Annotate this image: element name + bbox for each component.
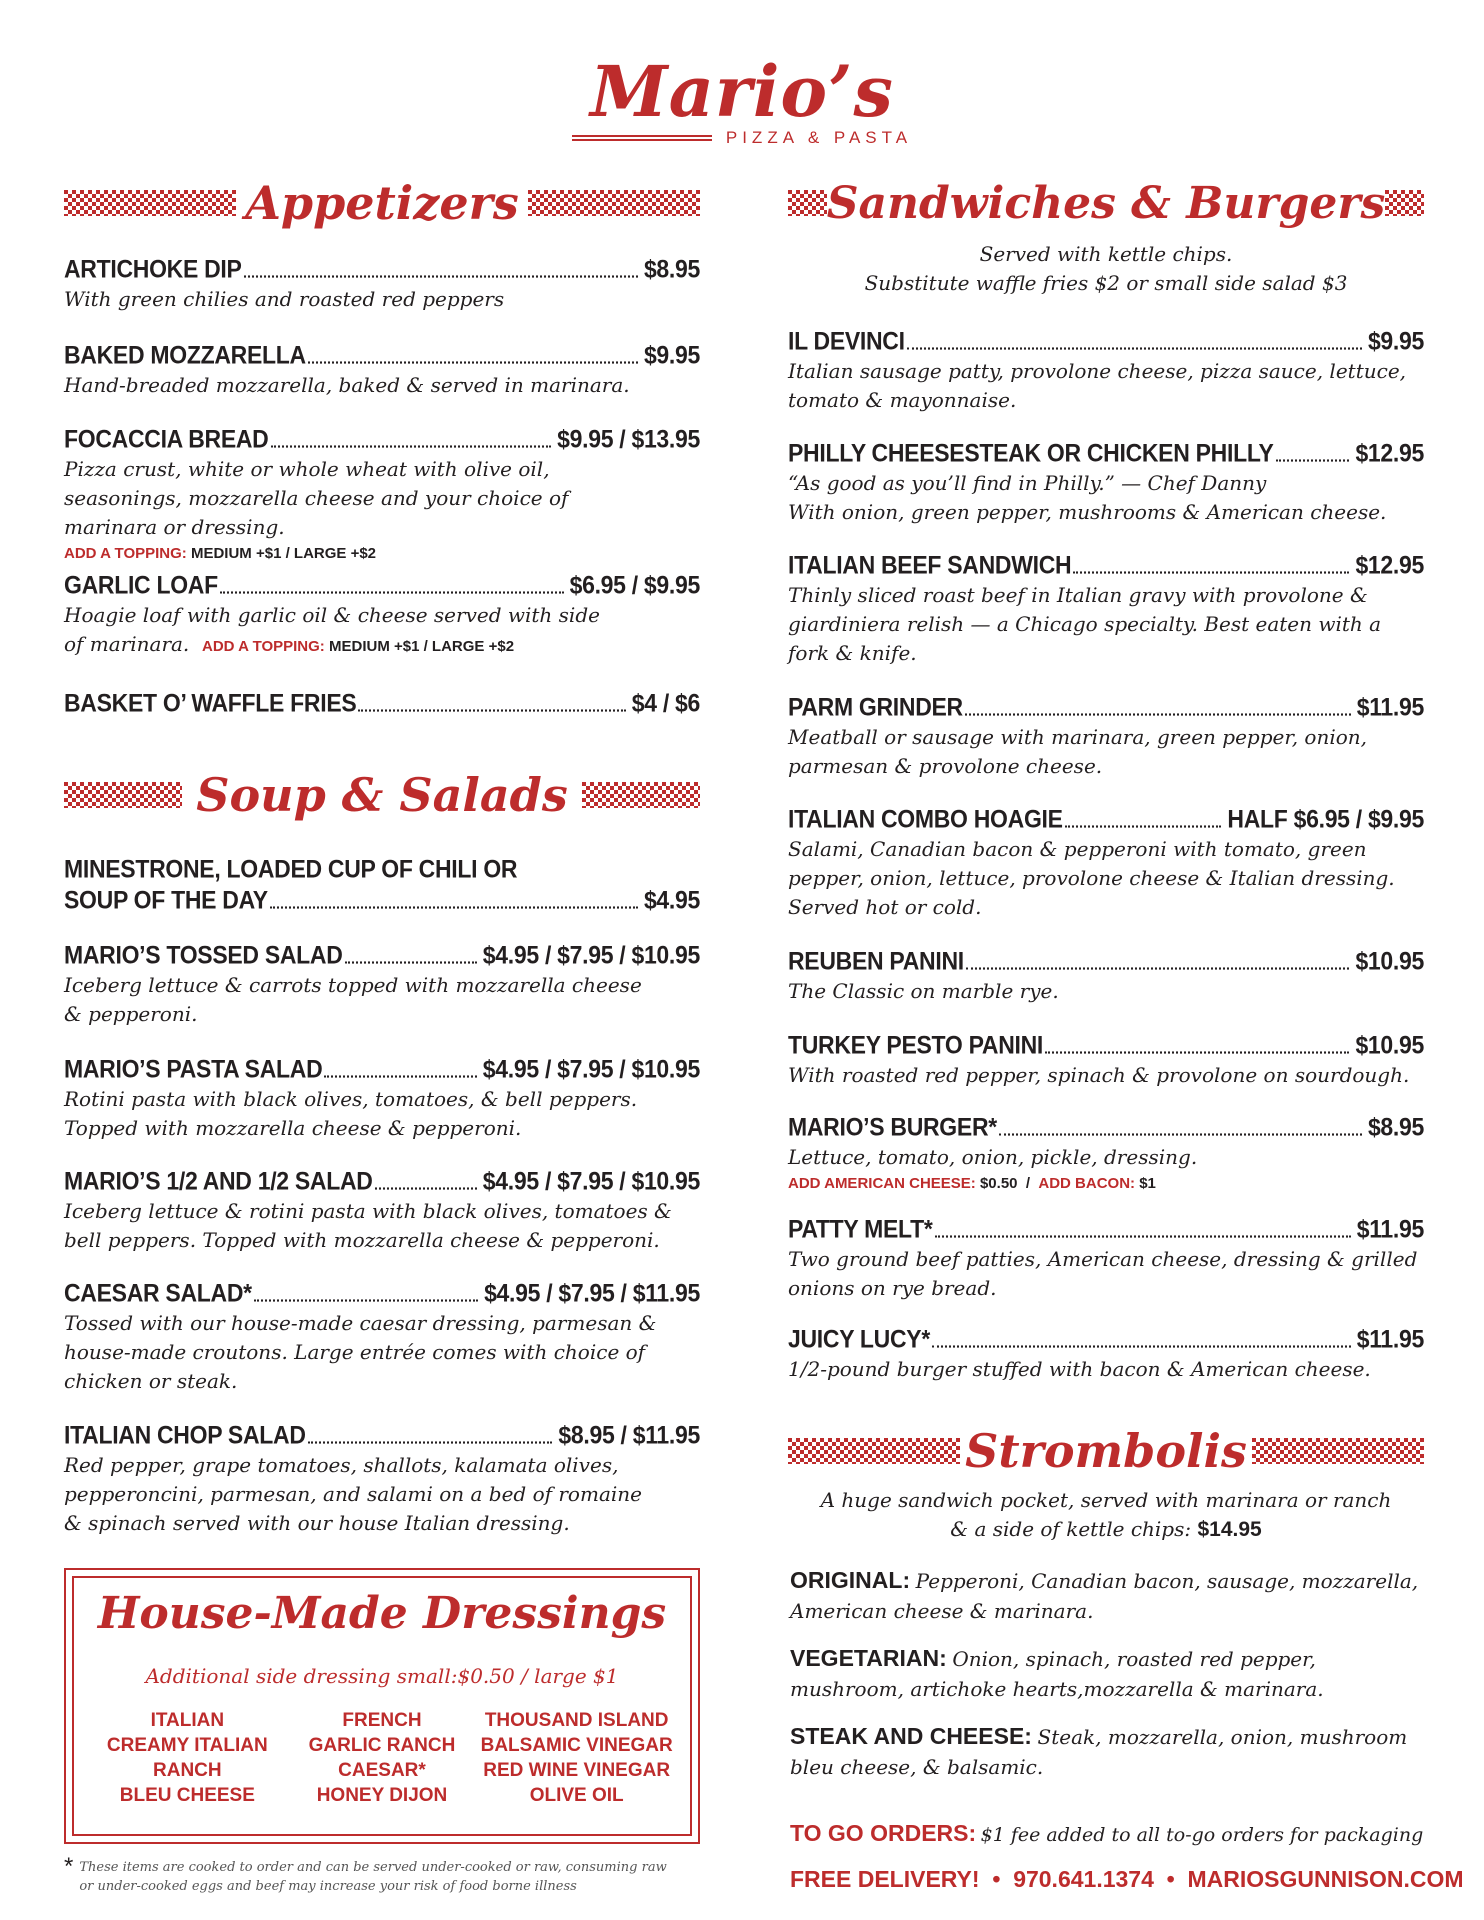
note-value: $0.50	[979, 1175, 1018, 1192]
item-description: With onion, green pepper, mushrooms & American cheese.	[788, 500, 1387, 524]
menu-item	[788, 328, 1424, 415]
togo-label: TO GO ORDERS:	[790, 1820, 977, 1846]
item-name: REUBEN PANINI	[788, 946, 964, 975]
item-price: $8.95 / $11.95	[558, 1420, 700, 1449]
item-description: Iceberg lettuce & rotini pasta with black olives, tomatoes & bell peppers. Topped with mozzarella cheese & pepperoni.	[64, 1199, 672, 1252]
item-name: CAESAR SALAD*	[64, 1278, 252, 1307]
strombolis-subtitle	[788, 1486, 1424, 1544]
appetizers-header	[64, 168, 700, 238]
item-description: Iceberg lettuce & carrots topped with mozzarella cheese & pepperoni.	[64, 973, 642, 1026]
item-price: $12.95	[1355, 550, 1424, 579]
menu-item	[64, 856, 700, 914]
dressings-box	[64, 1568, 700, 1844]
dressing-item: RED WINE VINEGAR	[483, 1760, 671, 1781]
item-name: SOUP OF THE DAY	[64, 885, 268, 914]
item-price: $4.95 / $7.95 / $10.95	[482, 940, 700, 969]
menu-item	[64, 426, 700, 562]
item-description: Hoagie loaf with garlic oil & cheese served with side	[64, 603, 600, 627]
checker-divider	[1252, 1438, 1424, 1464]
menu-item	[788, 1032, 1424, 1090]
checker-divider	[788, 190, 827, 216]
checker-divider	[64, 190, 236, 216]
item-name: ITALIAN COMBO HOAGIE	[788, 804, 1063, 833]
item-name: VEGETARIAN:	[790, 1645, 947, 1671]
menu-item	[788, 948, 1424, 1006]
item-name: MARIO’S TOSSED SALAD	[64, 940, 343, 969]
item-price: $4.95 / $7.95 / $10.95	[482, 1054, 700, 1083]
item-price: $6.95 / $9.95	[569, 570, 700, 599]
checker-divider	[1385, 190, 1424, 216]
item-description: Italian sausage patty, provolone cheese, pizza sauce, lettuce, tomato & mayonnaise.	[788, 359, 1407, 412]
item-name: STEAK AND CHEESE:	[790, 1723, 1032, 1749]
item-name: BAKED MOZZARELLA	[64, 340, 306, 369]
phone-number[interactable]: 970.641.1374	[1013, 1866, 1154, 1892]
item-description: Onion, spinach, roasted red pepper, mushroom, artichoke hearts,mozzarella & marinara.	[790, 1647, 1324, 1701]
item-name: MINESTRONE, LOADED CUP OF CHILI OR	[64, 854, 518, 883]
dressing-item: BLEU CHEESE	[119, 1785, 255, 1806]
item-description: With roasted red pepper, spinach & provolone on sourdough.	[788, 1063, 1410, 1087]
subtitle-line: Substitute waffle fries $2 or small side salad $3	[864, 271, 1348, 295]
dressing-item: FRENCH	[342, 1710, 422, 1731]
item-price: $10.95	[1355, 946, 1424, 975]
item-name: MARIO’S BURGER*	[788, 1112, 997, 1141]
menu-item	[64, 942, 700, 1029]
appetizers-title: Appetizers	[245, 176, 519, 230]
sandwiches-title: Sandwiches & Burgers	[826, 177, 1386, 229]
dressing-item: HONEY DIJON	[316, 1785, 448, 1806]
item-description: 1/2-pound burger stuffed with bacon & American cheese.	[788, 1357, 1371, 1381]
dressing-item: RANCH	[153, 1760, 222, 1781]
menu-item	[788, 694, 1424, 781]
item-price: HALF $6.95 / $9.95	[1227, 804, 1424, 833]
item-description: Tossed with our house-made caesar dressing, parmesan & house-made croutons. Large entrée comes with choice of chicken or steak.	[64, 1311, 657, 1393]
togo-text: $1 fee added to all to-go orders for packaging	[980, 1824, 1424, 1846]
item-description: With green chilies and roasted red peppers	[64, 287, 505, 311]
menu-item	[788, 1114, 1424, 1192]
menu-item	[64, 690, 700, 717]
item-name: PHILLY CHEESESTEAK OR CHICKEN PHILLY	[788, 438, 1274, 467]
item-name: BASKET O’ WAFFLE FRIES	[64, 688, 357, 717]
strombolis-title: Strombolis	[965, 1424, 1247, 1478]
item-name: MARIO’S 1/2 AND 1/2 SALAD	[64, 1166, 373, 1195]
footnote-text: These items are cooked to order and can be served under-cooked or raw, consuming raw or under-cooked eggs and beef may increase your risk of food borne illness	[79, 1860, 667, 1894]
dressings-title: House-Made Dressings	[97, 1588, 667, 1639]
menu-item	[788, 1326, 1424, 1384]
note-label: ADD AMERICAN CHEESE:	[788, 1175, 976, 1192]
item-price: $9.95 / $13.95	[557, 424, 700, 453]
item-price: $4.95	[643, 885, 700, 914]
item-description: Steak, mozzarella, onion, mushroom bleu cheese, & balsamic.	[790, 1725, 1408, 1779]
dressing-item: GARLIC RANCH	[308, 1735, 456, 1756]
togo-line	[790, 1820, 1423, 1847]
brand-tagline: PIZZA & PASTA	[725, 128, 913, 147]
dressing-item: OLIVE OIL	[529, 1785, 624, 1806]
item-name: ORIGINAL:	[790, 1567, 911, 1593]
soups-header	[64, 760, 700, 830]
note-value: MEDIUM +$1 / LARGE +$2	[190, 545, 377, 562]
item-name: JUICY LUCY*	[788, 1324, 930, 1353]
menu-item	[788, 440, 1424, 527]
bullet: •	[1166, 1866, 1175, 1892]
subtitle-line: & a side of kettle chips:	[950, 1517, 1192, 1541]
checker-divider	[582, 782, 700, 808]
subtitle-line: Served with kettle chips.	[979, 242, 1233, 266]
footnote	[64, 1853, 684, 1896]
item-name: GARLIC LOAF	[64, 570, 218, 599]
item-description: Salami, Canadian bacon & pepperoni with tomato, green pepper, onion, lettuce, provolone cheese & Italian dressing. Served hot or cold.	[788, 837, 1395, 919]
item-name: FOCACCIA BREAD	[64, 424, 269, 453]
item-price: $4.95 / $7.95 / $10.95	[482, 1166, 700, 1195]
item-description: The Classic on marble rye.	[788, 979, 1059, 1003]
menu-item	[788, 1216, 1424, 1303]
item-name: ITALIAN CHOP SALAD	[64, 1420, 306, 1449]
item-description: Rotini pasta with black olives, tomatoes, & bell peppers. Topped with mozzarella cheese & pepperoni.	[64, 1087, 638, 1140]
menu-item	[64, 1422, 700, 1538]
checker-divider	[528, 190, 700, 216]
free-delivery: FREE DELIVERY!	[790, 1866, 980, 1892]
checker-divider	[788, 1438, 960, 1464]
dressing-item: BALSAMIC VINEGAR	[480, 1735, 673, 1756]
item-quote: “As good as you’ll find in Philly.” — Chef Danny	[788, 471, 1267, 495]
bullet: •	[992, 1866, 1001, 1892]
logo-rule	[572, 135, 712, 141]
item-name: MARIO’S PASTA SALAD	[64, 1054, 323, 1083]
item-description: Meatball or sausage with marinara, green pepper, onion, parmesan & provolone cheese.	[788, 725, 1368, 778]
item-price: $4 / $6	[631, 688, 700, 717]
item-price: $11.95	[1356, 1324, 1424, 1353]
item-price: $4.95 / $7.95 / $11.95	[484, 1278, 700, 1307]
item-price: $11.95	[1356, 692, 1424, 721]
item-description: Lettuce, tomato, onion, pickle, dressing.	[788, 1145, 1198, 1169]
menu-item	[64, 1168, 700, 1255]
item-price: $9.95	[1367, 326, 1424, 355]
brand-name: Mario’s	[590, 50, 894, 133]
menu-item	[64, 1280, 700, 1396]
item-price: $12.95	[1355, 438, 1424, 467]
dressings-subtitle: Additional side dressing small:$0.50 / large $1	[145, 1664, 619, 1688]
item-price: $9.95	[643, 340, 700, 369]
dressing-item: THOUSAND ISLAND	[484, 1710, 669, 1731]
sandwiches-subtitle	[788, 240, 1424, 298]
item-description: Pizza crust, white or whole wheat with olive oil, seasonings, mozzarella cheese and your choice of marinara or dressing.	[64, 457, 569, 539]
soups-title: Soup & Salads	[196, 768, 568, 822]
checker-divider	[64, 782, 182, 808]
note-label: ADD A TOPPING:	[64, 545, 187, 562]
dressing-item: ITALIAN	[150, 1710, 225, 1731]
logo	[0, 52, 1484, 148]
menu-item	[788, 552, 1424, 668]
stromboli-item	[790, 1644, 1426, 1705]
item-description: Hand-breaded mozzarella, baked & served in marinara.	[64, 373, 630, 397]
item-price: $8.95	[643, 254, 700, 283]
item-name: IL DEVINCI	[788, 326, 905, 355]
menu-item	[788, 806, 1424, 922]
item-name: PATTY MELT*	[788, 1214, 933, 1243]
note-separator: /	[1025, 1175, 1031, 1192]
item-description: Two ground beef patties, American cheese, dressing & grilled onions on rye bread.	[788, 1247, 1418, 1300]
menu-item	[64, 1056, 700, 1143]
item-name: ARTICHOKE DIP	[64, 254, 242, 283]
item-description: of marinara.	[64, 632, 190, 656]
dressing-item: CAESAR*	[338, 1760, 426, 1781]
item-name: ITALIAN BEEF SANDWICH	[788, 550, 1072, 579]
item-description: Red pepper, grape tomatoes, shallots, kalamata olives, pepperoncini, parmesan, and salami on a bed of romaine & spinach served with our house Italian dressing.	[64, 1453, 642, 1535]
menu-item	[64, 256, 700, 314]
item-name: TURKEY PESTO PANINI	[788, 1030, 1044, 1059]
strombolis-header	[788, 1416, 1424, 1486]
note-label: ADD BACON:	[1038, 1175, 1136, 1192]
footnote-mark: *	[64, 1853, 74, 1880]
subtitle-line: A huge sandwich pocket, served with marinara or ranch	[820, 1488, 1392, 1512]
item-name: PARM GRINDER	[788, 692, 963, 721]
note-value: $1	[1139, 1175, 1156, 1192]
item-price: $11.95	[1356, 1214, 1424, 1243]
stromboli-item	[790, 1722, 1426, 1783]
sandwiches-header	[788, 168, 1424, 238]
item-price: $10.95	[1355, 1030, 1424, 1059]
contact-line	[790, 1866, 1464, 1893]
item-description: Pepperoni, Canadian bacon, sausage, mozzarella, American cheese & marinara.	[790, 1569, 1419, 1623]
website-link[interactable]: MARIOSGUNNISON.COM	[1187, 1866, 1464, 1892]
stromboli-price: $14.95	[1197, 1518, 1262, 1541]
menu-item	[64, 572, 700, 661]
item-price: $8.95	[1367, 1112, 1424, 1141]
note-value: MEDIUM +$1 / LARGE +$2	[328, 638, 515, 655]
dressings-list	[90, 1710, 674, 1807]
item-description: Thinly sliced roast beef in Italian gravy with provolone & giardiniera relish — a Chicago specialty. Best eaten with a fork & knife.	[788, 583, 1382, 665]
dressing-item: CREAMY ITALIAN	[106, 1735, 268, 1756]
stromboli-item	[790, 1566, 1426, 1627]
note-label: ADD A TOPPING:	[202, 638, 325, 655]
menu-item	[64, 342, 700, 400]
